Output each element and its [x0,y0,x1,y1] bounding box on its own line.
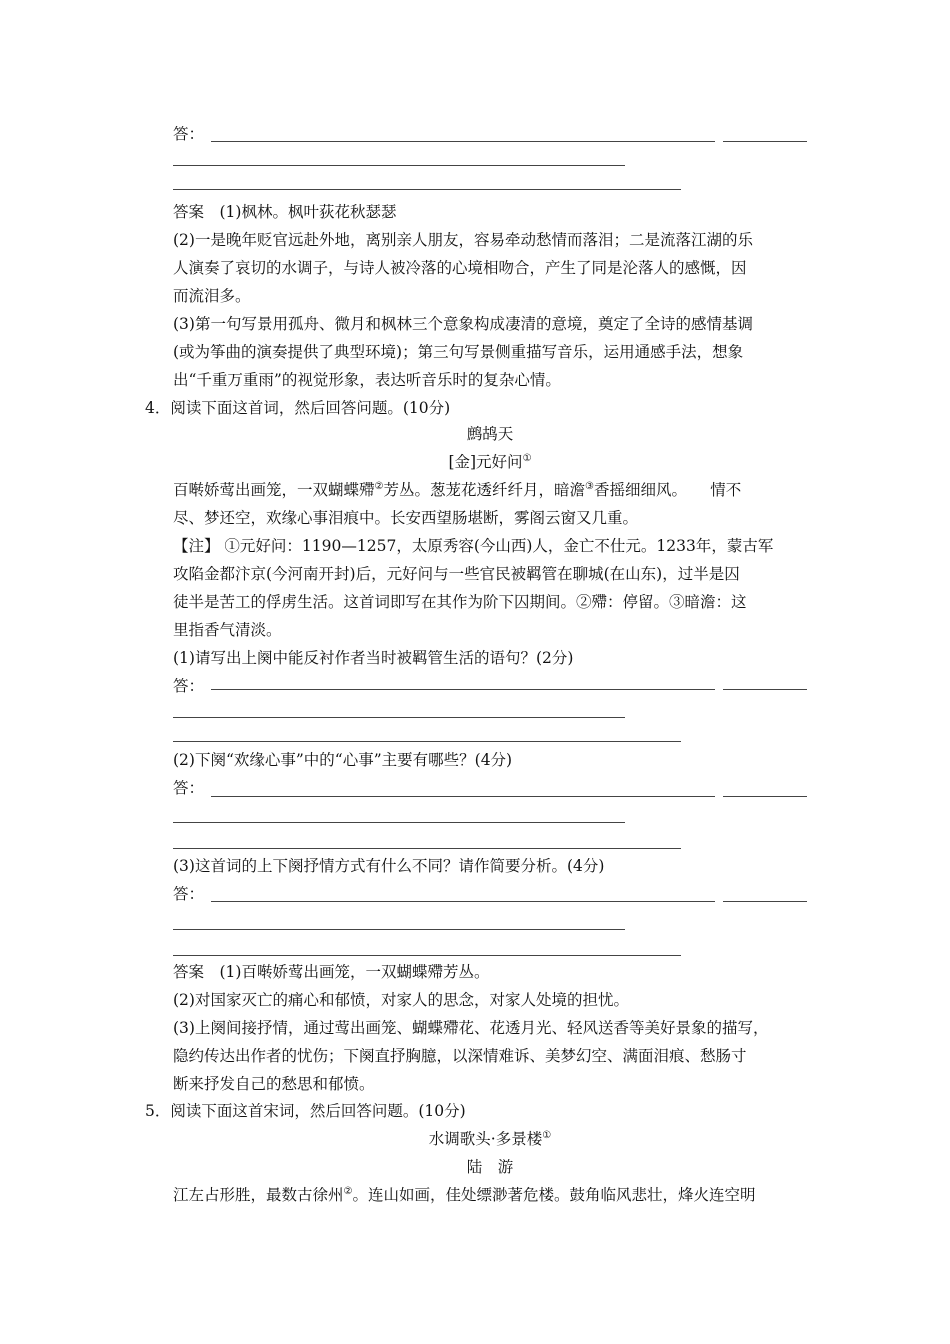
answer-line[interactable] [211,901,715,902]
poem-q4 [173,420,807,672]
answer-key-q4 [173,958,807,1098]
note-line: 【注】 ①元好问：1190—1257，太原秀容(今山西)人，金亡不仕元。1233年，蒙古军 [173,537,774,555]
poem-title: 水调歌头·多景楼① [428,1129,552,1148]
question-4-stem: 4．阅读下面这首词，然后回答问题。(10分) [145,399,451,417]
answer-key-line: (3)第一句写景用孤舟、微月和枫林三个意象构成凄清的意境，奠定了全诗的感情基调 [173,315,753,333]
answer-line[interactable] [173,165,625,166]
note-line: 里指香气清淡。 [173,621,282,639]
answer-label: 答： [173,125,205,143]
answer-key-line: (2)对国家灭亡的痛心和郁愤，对家人的思念，对家人处境的担忧。 [173,991,629,1009]
sub-question-1: (1)请写出上阕中能反衬作者当时被羁管生活的语句？(2分) [173,649,574,667]
answer-line[interactable] [723,796,807,797]
poem-author: 陆 游 [466,1158,514,1176]
answer-line[interactable] [211,796,715,797]
sub-question-2: (2)下阕“欢缘心事”中的“心事”主要有哪些？(4分) [173,751,513,769]
q4-sub3-block [173,852,807,964]
answer-line[interactable] [173,848,681,849]
answer-label: 答： [173,677,205,695]
poem-line: 百啭娇莺出画笼，一双蝴蝶殢②芳丛。葱茏花透纤纤月，暗澹③香摇细细风。 情不 [173,480,742,499]
note-line: 徒半是苦工的俘虏生活。这首词即写在其作为阶下囚期间。②殢：停留。③暗澹：这 [173,593,747,611]
answer-line[interactable] [211,141,715,142]
answer-line[interactable] [211,689,715,690]
answer-area-q4-1 [173,672,807,756]
answer-area-q3 [173,120,807,204]
answer-key-line: 隐约传达出作者的忧伤；下阕直抒胸臆，以深情难诉、美梦幻空、满面泪痕、愁肠寸 [173,1047,747,1065]
answer-line[interactable] [173,929,625,930]
answer-key-line: 答案 (1)枫林。枫叶荻花秋瑟瑟 [173,203,397,221]
answer-key-line: (或为筝曲的演奏提供了典型环境)；第三句写景侧重描写音乐，运用通感手法，想象 [173,343,744,361]
poem-title: 鹧鸪天 [466,425,514,443]
answer-line[interactable] [173,717,625,718]
answer-key-line: 人演奏了哀切的水调子，与诗人被冷落的心境相吻合，产生了同是沦落人的感慨，因 [173,259,747,277]
answer-key-line: 答案 (1)百啭娇莺出画笼，一双蝴蝶殢芳丛。 [173,963,490,981]
answer-line[interactable] [173,822,625,823]
answer-line[interactable] [723,141,807,142]
sub-question-3: (3)这首词的上下阕抒情方式有什么不同？请作简要分析。(4分) [173,857,605,875]
answer-line[interactable] [723,689,807,690]
answer-label: 答： [173,885,205,903]
poem-line: 尽、梦还空，欢缘心事泪痕中。长安西望肠堪断，雾阁云窗又几重。 [173,509,639,527]
answer-key-line: 而流泪多。 [173,287,251,305]
note-line: 攻陷金都汴京(今河南开封)后，元好问与一些官民被羁管在聊城(在山东)，过半是囚 [173,565,740,583]
answer-key-line: (3)上阕间接抒情，通过莺出画笼、蝴蝶殢花、花透月光、轻风送香等美好景象的描写， [173,1019,769,1037]
footnote-marker: ① [522,452,532,464]
answer-key-line: 出“千重万重雨”的视觉形象，表达听音乐时的复杂心情。 [173,371,561,389]
q4-sub2-block [173,746,807,858]
answer-line[interactable] [173,189,681,190]
answer-line[interactable] [173,741,681,742]
answer-label: 答： [173,779,205,797]
poem-line: 江左占形胜，最数古徐州②。连山如画，佳处缥渺著危楼。鼓角临风悲壮，烽火连空明 [173,1185,756,1204]
answer-line[interactable] [173,955,681,956]
answer-key-line: 断来抒发自己的愁思和郁愤。 [173,1075,375,1093]
footnote-marker: ① [542,1129,552,1141]
answer-key-q3 [173,198,807,394]
answer-key-line: (2)一是晚年贬官远赴外地，离别亲人朋友，容易牵动愁情而落泪；二是流落江湖的乐 [173,231,753,249]
poem-author: [金]元好问① [448,452,532,471]
answer-line[interactable] [723,901,807,902]
poem-q5 [173,1125,807,1209]
question-5-stem: 5．阅读下面这首宋词，然后回答问题。(10分) [145,1102,466,1120]
